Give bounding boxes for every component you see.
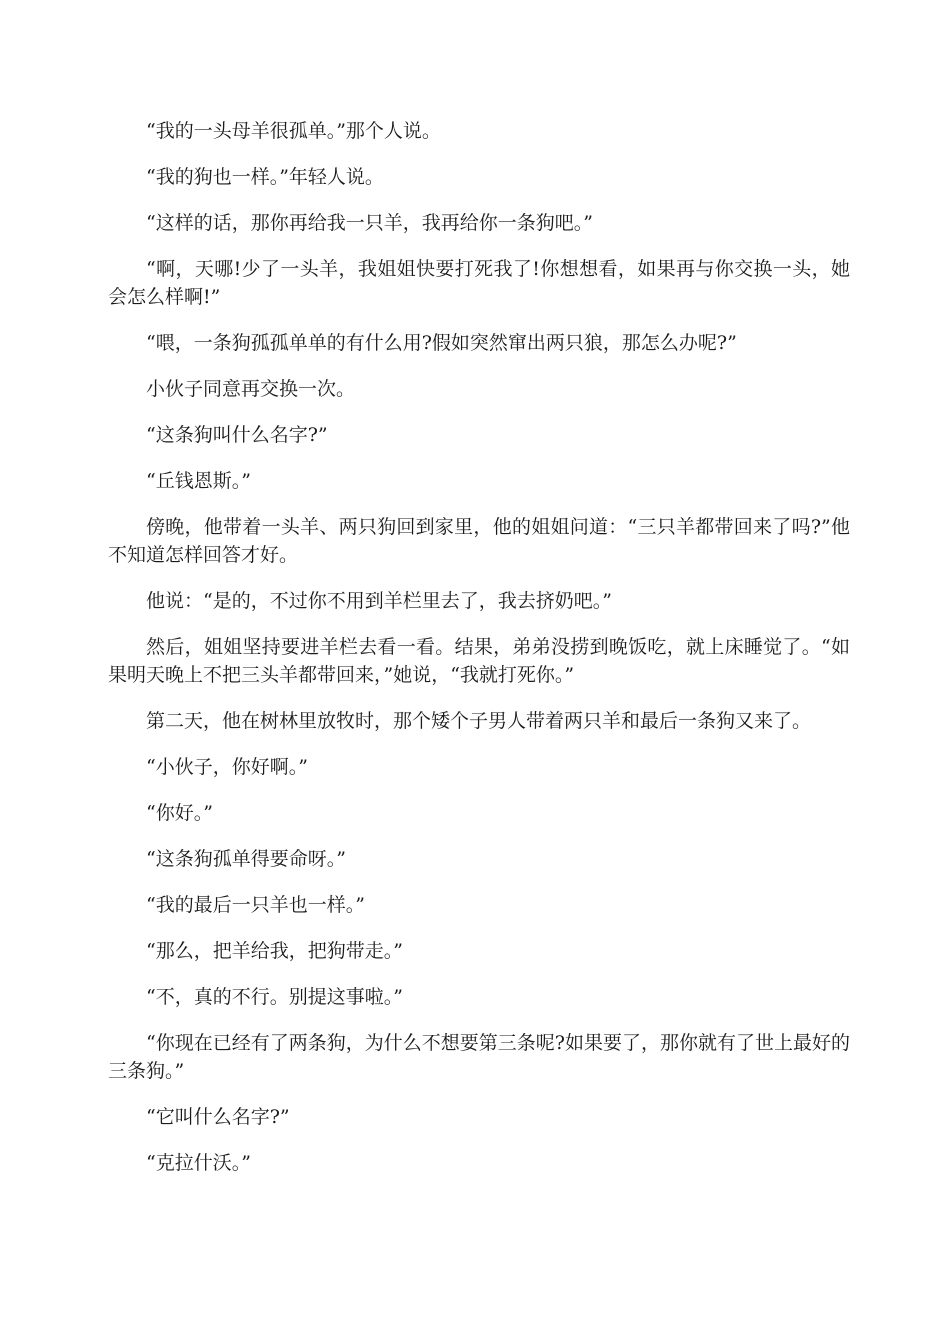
paragraph-20: “它叫什么名字?” [146, 1106, 290, 1128]
story-text [108, 117, 850, 1195]
paragraph-17: “那么，把羊给我，把狗带走。” [146, 940, 403, 962]
paragraph-1: “我的一头母羊很孤单。”那个人说。 [146, 120, 441, 142]
paragraph-21: “克拉什沃。” [146, 1152, 251, 1174]
paragraph-5: “喂，一条狗孤孤单单的有什么用?假如突然窜出两只狼，那怎么办呢?” [146, 332, 737, 354]
paragraph-13: “小伙子，你好啊。” [146, 756, 308, 778]
paragraph-15: “这条狗孤单得要命呀。” [146, 848, 346, 870]
paragraph-7: “这条狗叫什么名字?” [146, 424, 328, 446]
paragraph-2: “我的狗也一样。”年轻人说。 [146, 166, 384, 188]
paragraph-8: “丘钱恩斯。” [146, 470, 251, 492]
paragraph-3: “这样的话，那你再给我一只羊，我再给你一条狗吧。” [146, 212, 593, 234]
paragraph-11: 然后，姐姐坚持要进羊栏去看一看。结果，弟弟没捞到晚饭吃，就上床睡觉了。“如果明天晚上不把三头羊都带回来，”她说，“我就打死你。” [108, 636, 850, 686]
paragraph-14: “你好。” [146, 802, 213, 824]
paragraph-10: 他说：“是的，不过你不用到羊栏里去了，我去挤奶吧。” [146, 590, 612, 612]
paragraph-16: “我的最后一只羊也一样。” [146, 894, 365, 916]
paragraph-12: 第二天，他在树林里放牧时，那个矮个子男人带着两只羊和最后一条狗又来了。 [146, 710, 812, 732]
paragraph-6: 小伙子同意再交换一次。 [146, 378, 356, 400]
paragraph-9: 傍晚，他带着一头羊、两只狗回到家里，他的姐姐问道：“三只羊都带回来了吗?”他不知道怎样回答才好。 [108, 516, 850, 566]
paragraph-4: “啊，天哪!少了一头羊，我姐姐快要打死我了!你想想看，如果再与你交换一头，她会怎么样啊!” [108, 258, 850, 308]
paragraph-18: “不，真的不行。别提这事啦。” [146, 986, 403, 1008]
paragraph-19: “你现在已经有了两条狗，为什么不想要第三条呢?如果要了，那你就有了世上最好的三条狗。” [108, 1032, 850, 1082]
